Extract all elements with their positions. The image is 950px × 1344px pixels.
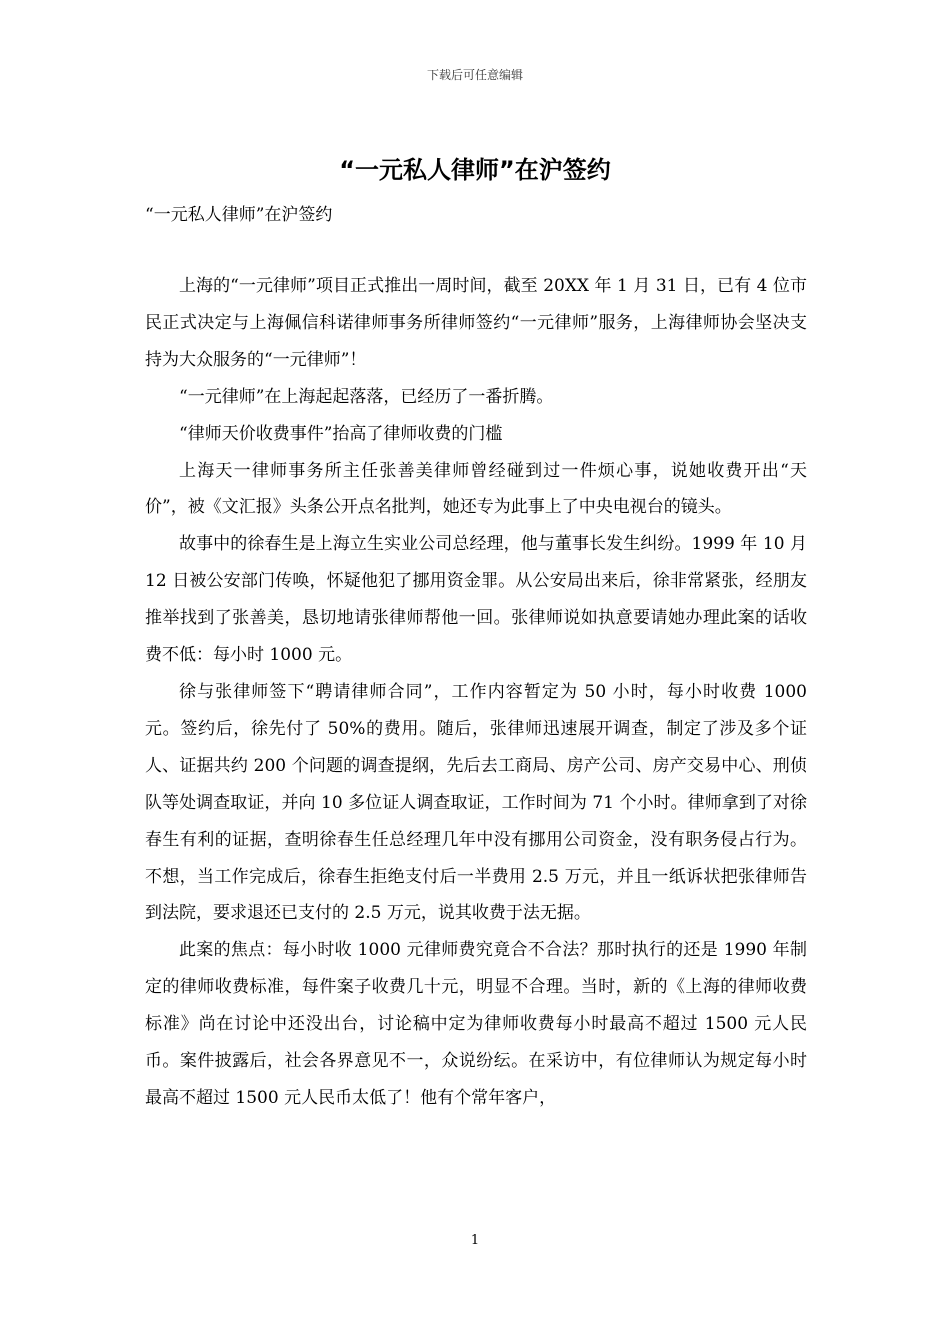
document-body xyxy=(145,268,807,1117)
page-number: 1 xyxy=(470,1233,480,1248)
paragraph: 此案的焦点：每小时收 1000 元律师费究竟合不合法？那时执行的还是 1990 年制定的律师收费标准，每件案子收费几十元，明显不合理。当时，新的《上海的律师收费标准》尚在讨论中还没出台，讨论稿中定为律师收费每小时最高不超过 1500 元人民币。案件披露后，社会各界意见不一，众说纷纭。在采访中，有位律师认为规定每小时最高不超过 1500 元人民币太低了！他有个常年客户， xyxy=(145,940,807,1108)
paragraph: “一元律师”在上海起起落落，已经历了一番折腾。 xyxy=(179,386,554,407)
paragraph: 上海的“一元律师”项目正式推出一周时间，截至 20XX 年 1 月 31 日，已有 4 位市民正式决定与上海佩信科诺律师事务所律师签约“一元律师”服务，上海律师协会坚决支持为大众服务的“一元律师”！ xyxy=(145,276,807,370)
paragraph: “律师天价收费事件”抬高了律师收费的门槛 xyxy=(179,423,503,444)
page-title: “一元私人律师”在沪签约 xyxy=(339,156,611,184)
paragraph: 故事中的徐春生是上海立生实业公司总经理，他与董事长发生纠纷。1999 年 10 月 12 日被公安部门传唤，怀疑他犯了挪用资金罪。从公安局出来后，徐非常紧张，经朋友推举找到了张善美，恳切地请张律师帮他一回。张律师说如执意要请她办理此案的话收费不低：每小时 1000 元。 xyxy=(145,534,807,666)
header-note: 下载后可任意编辑 xyxy=(426,68,523,82)
subtitle: “一元私人律师”在沪签约 xyxy=(145,205,333,225)
paragraph: 徐与张律师签下“聘请律师合同”，工作内容暂定为 50 小时，每小时收费 1000 元。签约后，徐先付了 50%的费用。随后，张律师迅速展开调查，制定了涉及多个证人、证据共约 200 个问题的调查提纲，先后去工商局、房产公司、房产交易中心、刑侦队等处调查取证，并向 10 多位证人调查取证，工作时间为 71 个小时。律师拿到了对徐春生有利的证据，查明徐春生任总经理几年中没有挪用公司资金，没有职务侵占行为。不想，当工作完成后，徐春生拒绝支付后一半费用 2.5 万元，并且一纸诉状把张律师告到法院，要求退还已支付的 2.5 万元，说其收费于法无据。 xyxy=(145,681,807,924)
paragraph: 上海天一律师事务所主任张善美律师曾经碰到过一件烦心事，说她收费开出“天价”，被《文汇报》头条公开点名批判，她还专为此事上了中央电视台的镜头。 xyxy=(145,460,807,518)
